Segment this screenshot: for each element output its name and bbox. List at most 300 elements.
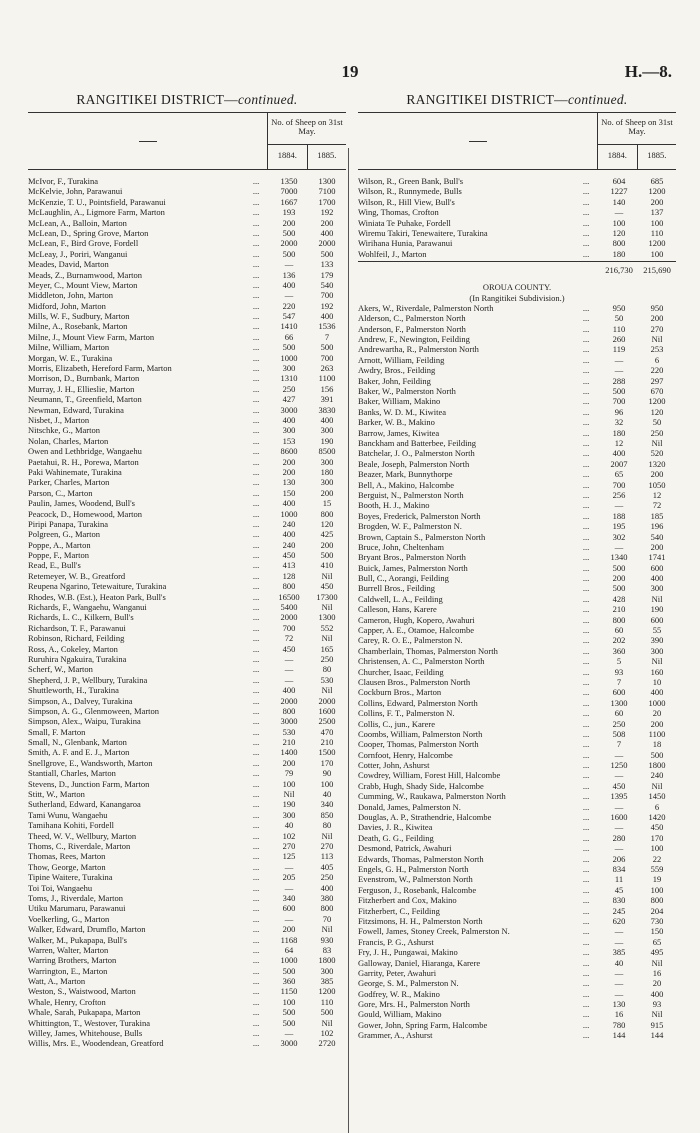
table-row — [28, 488, 346, 498]
table-row — [358, 573, 676, 583]
owner-name: Voelkerling, G., Marton — [28, 913, 110, 924]
left-sheep-header: No. of Sheep on 31st May. — [268, 113, 346, 145]
sheep-1884: 5400 — [280, 602, 298, 613]
table-row — [28, 363, 346, 373]
sheep-1885: 18 — [652, 739, 662, 750]
sheep-1885: 100 — [650, 843, 664, 854]
sheep-1885: Nil — [321, 570, 333, 581]
sheep-1885: 192 — [320, 300, 334, 311]
table-row — [28, 903, 346, 913]
owner-name: Douglas, A. P., Strathendrie, Halcombe — [358, 812, 492, 823]
table-row — [28, 1028, 346, 1038]
owner-name: Baker, John, Feilding — [358, 375, 431, 386]
table-row — [28, 207, 346, 217]
table-row — [28, 540, 346, 550]
leader-dots: ... — [582, 1030, 590, 1041]
sheep-1885: 500 — [650, 749, 664, 760]
sheep-1884: — — [614, 500, 624, 511]
table-row — [28, 249, 346, 259]
sheep-1885: 1800 — [648, 760, 666, 771]
column-divider — [348, 148, 349, 1133]
sheep-1884: 500 — [282, 1007, 296, 1018]
sheep-1885: 670 — [650, 386, 664, 397]
sheep-1884: 600 — [282, 903, 296, 914]
sheep-1884: 800 — [282, 705, 296, 716]
table-row — [358, 791, 676, 801]
leader-dots: ... — [582, 417, 590, 428]
sheep-1884: 1340 — [610, 552, 628, 563]
left-district-suffix: continued. — [237, 92, 298, 107]
sheep-1884: 93 — [614, 666, 624, 677]
sheep-1885: 65 — [652, 936, 662, 947]
leader-dots: ... — [252, 996, 260, 1007]
owner-name: Booth, H. J., Makino — [358, 500, 430, 511]
leader-dots: ... — [252, 653, 260, 664]
sheep-1884: 428 — [612, 593, 626, 604]
owner-name: Toms, J., Riverdale, Marton — [28, 892, 124, 903]
sheep-1884: 5 — [616, 656, 622, 667]
owner-name: Christensen, A. C., Palmerston North — [358, 656, 485, 667]
table-row — [358, 218, 676, 228]
owner-name: Winiata Te Puhake, Fordell — [358, 217, 451, 228]
leader-dots: ... — [582, 812, 590, 823]
left-table-body — [28, 176, 346, 1049]
sheep-1884: 210 — [612, 604, 626, 615]
sheep-1884: 206 — [612, 853, 626, 864]
sheep-1885: 1450 — [648, 791, 666, 802]
leader-dots: ... — [252, 498, 260, 509]
left-table-header — [28, 112, 346, 170]
owner-name: Nitschke, G., Marton — [28, 425, 101, 436]
sheep-1884: 300 — [282, 363, 296, 374]
sheep-1884: 102 — [282, 830, 296, 841]
table-row — [28, 529, 346, 539]
county-subtitle: (In Rangitikei Subdivision.) — [469, 292, 565, 303]
table-row — [28, 311, 346, 321]
sheep-1885: 400 — [320, 882, 334, 893]
leader-dots: ... — [252, 622, 260, 633]
owner-name: Cowdrey, William, Forest Hill, Halcombe — [358, 770, 501, 781]
owner-name: Midford, John, Marton — [28, 300, 106, 311]
leader-dots: ... — [582, 248, 590, 259]
sheep-1885: Nil — [321, 685, 333, 696]
sheep-1884: 427 — [282, 394, 296, 405]
sheep-1884: 1310 — [280, 373, 298, 384]
sheep-1885: 144 — [650, 1030, 664, 1041]
table-row — [358, 313, 676, 323]
table-row — [28, 758, 346, 768]
sheep-1885: 1300 — [318, 612, 336, 623]
sheep-1884: — — [614, 843, 624, 854]
owner-name: Death, G. G., Feilding — [358, 832, 434, 843]
sheep-1884: 400 — [282, 279, 296, 290]
sheep-1884: 360 — [612, 645, 626, 656]
leader-dots: ... — [582, 196, 590, 207]
sheep-1884: — — [614, 207, 624, 218]
owner-name: Willey, James, Whitehouse, Bulls — [28, 1028, 143, 1039]
sheep-1884: 400 — [282, 529, 296, 540]
table-row — [358, 238, 676, 248]
leader-dots: ... — [582, 573, 590, 584]
sheep-1885: 8500 — [318, 446, 336, 457]
sheep-1884: 200 — [282, 757, 296, 768]
sheep-1885: 180 — [320, 466, 334, 477]
leader-dots: ... — [252, 446, 260, 457]
leader-dots: ... — [582, 176, 590, 186]
table-row — [358, 999, 676, 1009]
table-row — [358, 687, 676, 697]
owner-name: Cameron, Hugh, Kopero, Awahuri — [358, 614, 475, 625]
sheep-1885: 150 — [650, 926, 664, 937]
left-name-header — [28, 113, 268, 169]
sheep-1885: 2000 — [318, 238, 336, 249]
sheep-1884: 7 — [616, 739, 622, 750]
sheep-1885: 2720 — [318, 1038, 336, 1049]
sheep-1884: 130 — [612, 999, 626, 1010]
sheep-1884: 500 — [612, 562, 626, 573]
owner-name: Peacock, D., Homewood, Marton — [28, 508, 143, 519]
owner-name: Ruruhira Ngakuira, Turakina — [28, 653, 127, 664]
leader-dots: ... — [252, 300, 260, 311]
sheep-1884: 193 — [282, 207, 296, 218]
leader-dots: ... — [582, 978, 590, 989]
leader-dots: ... — [582, 302, 590, 313]
table-row — [358, 958, 676, 968]
sheep-1884: 200 — [612, 573, 626, 584]
sheep-1884: — — [284, 290, 294, 301]
owner-name: George, S. M., Palmerston N. — [358, 978, 459, 989]
table-row — [358, 667, 676, 677]
owner-name: Banks, W. D. M., Kiwitea — [358, 406, 447, 417]
leader-dots: ... — [582, 666, 590, 677]
sheep-1884: 96 — [614, 406, 624, 417]
owner-name: Small, F. Marton — [28, 726, 86, 737]
sheep-1885: 102 — [320, 1028, 334, 1039]
table-row — [28, 1007, 346, 1017]
right-year-1884: 1884. — [598, 145, 638, 169]
leader-dots: ... — [582, 479, 590, 490]
table-row — [358, 521, 676, 531]
owner-name: Arnott, William, Feilding — [358, 354, 445, 365]
sheep-1884: 800 — [612, 614, 626, 625]
sheep-1884: 600 — [612, 687, 626, 698]
sheep-1885: 500 — [320, 248, 334, 259]
table-row — [28, 820, 346, 830]
table-row — [358, 833, 676, 843]
sheep-1884: 1600 — [610, 812, 628, 823]
owner-name: Fitzherbert, C., Feilding — [358, 905, 440, 916]
leader-dots: ... — [582, 458, 590, 469]
document-reference: H.—8. — [624, 62, 672, 81]
owner-name: Wirihana Hunia, Parawanui — [358, 238, 453, 249]
owner-name: Parson, C., Marton — [28, 487, 93, 498]
leader-dots: ... — [582, 656, 590, 667]
sheep-1885: Nil — [321, 924, 333, 935]
table-row — [358, 635, 676, 645]
owner-name: Berguist, N., Palmerston North — [358, 489, 464, 500]
sheep-1884: 250 — [612, 718, 626, 729]
owner-name: Cornfoot, Henry, Halcombe — [358, 749, 453, 760]
sheep-1884: 153 — [282, 435, 296, 446]
sheep-1885: 1420 — [648, 812, 666, 823]
leader-dots: ... — [582, 238, 590, 249]
sheep-1884: 100 — [282, 778, 296, 789]
sheep-1884: 2000 — [280, 695, 298, 706]
owner-name: Calleson, Hans, Karere — [358, 604, 437, 615]
sheep-1884: Nil — [283, 789, 295, 800]
sheep-1885: 110 — [320, 996, 334, 1007]
owner-name: Warren, Walter, Marton — [28, 944, 109, 955]
table-row — [358, 677, 676, 687]
table-row — [28, 581, 346, 591]
owner-name: Wiremu Takiri, Tenewaitere, Turakina — [358, 227, 488, 238]
sheep-1884: 130 — [282, 477, 296, 488]
right-district-suffix: continued. — [567, 92, 628, 107]
owner-name: Gould, William, Makino — [358, 1009, 442, 1020]
sheep-1885: 270 — [320, 841, 334, 851]
leader-dots: ... — [582, 676, 590, 687]
leader-dots: ... — [252, 248, 260, 259]
table-row — [28, 924, 346, 934]
table-row — [28, 280, 346, 290]
sheep-1884: 79 — [284, 768, 294, 779]
sheep-1885: 400 — [650, 988, 664, 999]
sheep-1884: 800 — [282, 581, 296, 592]
sheep-1884: 50 — [614, 313, 624, 324]
owner-name: Grammer, A., Ashurst — [358, 1030, 433, 1041]
owner-name: Nisbet, J., Marton — [28, 414, 90, 425]
table-row — [28, 238, 346, 248]
table-row — [358, 698, 676, 708]
owner-name: Meyer, C., Mount View, Marton — [28, 279, 138, 290]
sheep-1885: 730 — [650, 915, 664, 926]
leader-dots: ... — [582, 562, 590, 573]
table-row — [28, 228, 346, 238]
sheep-1885: 1600 — [318, 705, 336, 716]
sheep-1884: 3000 — [280, 404, 298, 415]
sheep-1884: 2000 — [280, 238, 298, 249]
leader-dots: ... — [582, 832, 590, 843]
table-row — [358, 708, 676, 718]
owner-name: McKenzie, T. U., Pointsfield, Parawanui — [28, 196, 166, 207]
sheep-1884: 45 — [614, 884, 624, 895]
owner-name: Godfrey, W. R., Makino — [358, 988, 440, 999]
table-row — [358, 978, 676, 988]
owner-name: Brogden, W. F., Palmerston N. — [358, 521, 462, 532]
owner-name: Cumming, W., Raukawa, Palmerston North — [358, 791, 506, 802]
leader-dots: ... — [582, 396, 590, 407]
sheep-1885: 80 — [322, 820, 332, 831]
sheep-1885: 200 — [650, 196, 664, 207]
sheep-1884: 140 — [612, 196, 626, 207]
sheep-1885: 400 — [320, 414, 334, 425]
owner-name: Tipine Waitere, Turakina — [28, 872, 113, 883]
table-row — [28, 477, 346, 487]
leader-dots: ... — [582, 645, 590, 656]
table-row — [28, 342, 346, 352]
owner-name: Theed, W. V., Wellbury, Marton — [28, 830, 137, 841]
sheep-1885: Nil — [651, 780, 663, 791]
left-district-name: RANGITIKEI DISTRICT— — [76, 92, 238, 107]
sheep-1885: 190 — [320, 435, 334, 446]
owner-name: Anderson, F., Palmerston North — [358, 323, 466, 334]
owner-name: Utiku Marumaru, Parawanui — [28, 903, 126, 914]
sheep-1885: 800 — [650, 895, 664, 906]
owner-name: Awdry, Bros., Feilding — [358, 365, 436, 376]
table-row — [358, 812, 676, 822]
sheep-1885: 520 — [650, 448, 664, 459]
table-row — [358, 968, 676, 978]
owner-name: Weston, S., Waistwood, Marton — [28, 986, 136, 997]
leader-dots: ... — [252, 539, 260, 550]
sheep-1884: 1227 — [610, 186, 628, 197]
table-row — [358, 386, 676, 396]
leader-dots: ... — [252, 965, 260, 976]
table-row — [28, 259, 346, 269]
owner-name: Banckham and Batterbee, Feilding — [358, 437, 477, 448]
owner-name: Walker, Edward, Drumflo, Marton — [28, 924, 146, 935]
sheep-1885: 200 — [650, 541, 664, 552]
table-row — [358, 334, 676, 344]
sheep-1884: 260 — [612, 334, 626, 345]
sheep-1885: 1000 — [648, 697, 666, 708]
sheep-1884: 1000 — [280, 352, 298, 363]
owner-name: Davies, J. R., Kiwitea — [358, 822, 433, 833]
sheep-1885: 300 — [650, 583, 664, 594]
sheep-1884: 800 — [612, 238, 626, 249]
right-name-header — [358, 113, 598, 169]
sheep-1884: — — [614, 801, 624, 812]
table-row — [28, 270, 346, 280]
owner-name: Donald, James, Palmerston N. — [358, 801, 461, 812]
sheep-1884: 100 — [282, 996, 296, 1007]
leader-dots: ... — [252, 976, 260, 987]
table-row — [358, 916, 676, 926]
table-row — [358, 1020, 676, 1030]
sheep-1885: 1500 — [318, 747, 336, 758]
table-row — [28, 986, 346, 996]
sheep-1884: 300 — [282, 809, 296, 820]
table-row — [358, 781, 676, 791]
sheep-1884: 288 — [612, 375, 626, 386]
table-row — [358, 802, 676, 812]
leader-dots: ... — [582, 437, 590, 448]
sheep-1885: 120 — [650, 406, 664, 417]
table-row — [358, 376, 676, 386]
sheep-1884: — — [284, 913, 294, 924]
sheep-1885: 80 — [322, 664, 332, 675]
owner-name: Stitt, W., Marton — [28, 789, 85, 800]
owner-name: Cooper, Thomas, Palmerston North — [358, 739, 479, 750]
leader-dots: ... — [252, 809, 260, 820]
table-row — [28, 644, 346, 654]
table-row — [28, 498, 346, 508]
sheep-1884: 340 — [282, 892, 296, 903]
sheep-1884: 413 — [282, 560, 296, 571]
leader-dots: ... — [252, 466, 260, 477]
owner-name: Crabb, Hugh, Shady Side, Halcombe — [358, 780, 484, 791]
owner-name: Wohlfeil, J., Marton — [358, 248, 427, 259]
sheep-1885: 22 — [652, 853, 662, 864]
sheep-1885: Nil — [321, 633, 333, 644]
sheep-1884: 40 — [284, 820, 294, 831]
leader-dots: ... — [252, 529, 260, 540]
leader-dots: ... — [582, 552, 590, 563]
sheep-1884: 500 — [612, 386, 626, 397]
sheep-1884: 188 — [612, 510, 626, 521]
sheep-1884: 700 — [612, 479, 626, 490]
owner-name: Thow, George, Marton — [28, 861, 106, 872]
table-row — [358, 428, 676, 438]
owner-name: Baker, William, Makino — [358, 396, 441, 407]
leader-dots: ... — [582, 708, 590, 719]
owner-name: Toi Toi, Wangaehu — [28, 882, 93, 893]
sheep-1884: 136 — [282, 269, 296, 280]
sheep-1884: 500 — [282, 342, 296, 353]
sheep-1885: 552 — [320, 622, 334, 633]
owner-name: Milne, William, Marton — [28, 342, 110, 353]
owner-name: Mills, W. F., Sudbury, Marton — [28, 311, 130, 322]
sheep-1884: 245 — [612, 905, 626, 916]
table-row — [28, 405, 346, 415]
leader-dots: ... — [582, 728, 590, 739]
sheep-1884: 8600 — [280, 446, 298, 457]
sheep-1884: 110 — [612, 323, 626, 334]
owner-name: Akers, W., Riverdale, Palmerston North — [358, 302, 494, 313]
leader-dots: ... — [582, 313, 590, 324]
sheep-1884: 150 — [282, 487, 296, 498]
sheep-1884: 200 — [282, 456, 296, 467]
sheep-1884: 180 — [612, 427, 626, 438]
sheep-1885: 100 — [320, 778, 334, 789]
sheep-1885: 915 — [650, 1019, 664, 1030]
leader-dots: ... — [252, 570, 260, 581]
table-row — [28, 841, 346, 851]
leader-dots: ... — [252, 404, 260, 415]
table-row — [28, 851, 346, 861]
owner-name: Simpson, A. G., Glenmoween, Marton — [28, 705, 160, 716]
leader-dots: ... — [252, 1038, 260, 1049]
table-row — [28, 612, 346, 622]
leader-dots: ... — [252, 477, 260, 488]
sheep-1885: 120 — [320, 518, 334, 529]
owner-name: Wilson, R., Hill View, Bull's — [358, 196, 455, 207]
sheep-1884: 450 — [612, 780, 626, 791]
sheep-1884: 508 — [612, 728, 626, 739]
leader-dots: ... — [252, 207, 260, 218]
leader-dots: ... — [582, 521, 590, 532]
owner-name: Whittington, T., Westover, Turakina — [28, 1017, 150, 1028]
left-year-1885: 1885. — [317, 150, 337, 160]
leader-dots: ... — [252, 892, 260, 903]
table-row — [358, 500, 676, 510]
sheep-1885: 7 — [324, 331, 330, 342]
owner-name: Robinson, Richard, Feilding — [28, 633, 125, 644]
owner-name: Reupena Ngarino, Tetewaiture, Turakina — [28, 581, 167, 592]
leader-dots: ... — [252, 414, 260, 425]
leader-dots: ... — [582, 375, 590, 386]
table-row — [28, 955, 346, 965]
table-row — [358, 594, 676, 604]
leader-dots: ... — [582, 531, 590, 542]
sheep-1885: 540 — [650, 531, 664, 542]
sheep-1884: 620 — [612, 915, 626, 926]
sheep-1885: 500 — [320, 1007, 334, 1018]
owner-name: Engels, G. H., Palmerston North — [358, 864, 469, 874]
owner-name: Paulin, James, Woodend, Bull's — [28, 498, 135, 509]
table-row — [358, 186, 676, 196]
sheep-1885: 253 — [650, 344, 664, 355]
